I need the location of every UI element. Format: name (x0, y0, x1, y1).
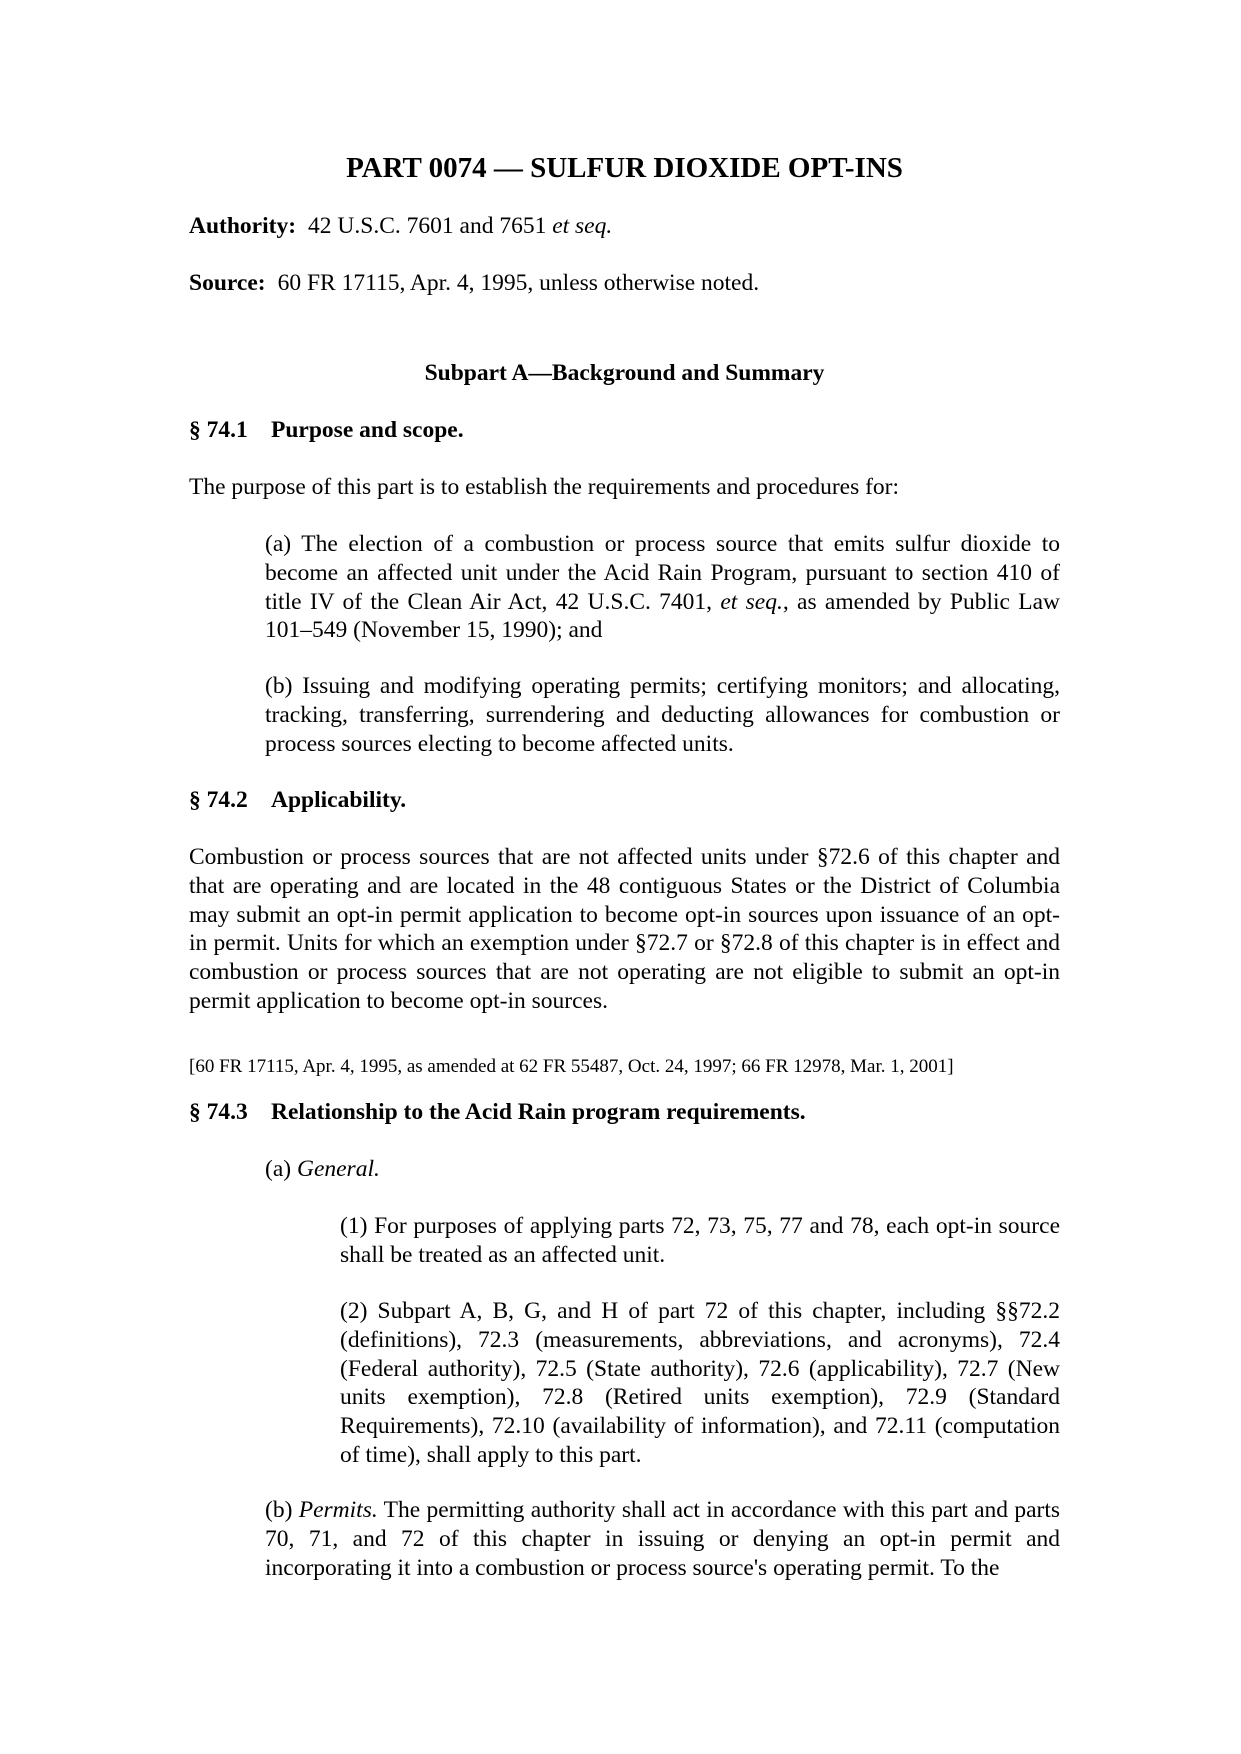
section-heading-74-1 (189, 416, 464, 445)
section-heading-74-2 (189, 786, 406, 815)
para-a-text: (a) The election of a combustion or process source that emits sulfur dioxide to become an affected unit under the Acid Rain Program, pursuant to section 410 of title IV of the Clean Air Act, 42 U.S.C. 7401, (265, 531, 1060, 615)
para-b-text: The permitting authority shall act in accordance with this part and parts 70, 71, and 72 of this chapter in issuing or denying an opt-in permit and incorporating it into a combustion or process source's operating permit. To the (265, 1497, 1061, 1581)
section-title: Relationship to the Acid Rain program requirements. (271, 1099, 806, 1125)
section-74-1-para-b: (b) Issuing and modifying operating permits; certifying monitors; and allocating, tracking, transferring, surrendering and deducting allowances for combustion or process sources electing to become affected units. (265, 673, 1060, 757)
subpart-heading: Subpart A—Background and Summary (424, 360, 825, 386)
authority-line (189, 212, 612, 241)
section-74-3-para-a2: (2) Subpart A, B, G, and H of part 72 of this chapter, including §§72.2 (definitions), 72.3 (measurements, abbreviations, and acronyms), 72.4 (Federal authority), 72.5 (State authority), 72.6 (applicability), 72.7 (New units exemption), 72.8 (Retired units exemption), 72.9 (Standard Requirements), 72.10 (availability of information), and 72.11 (computation of time), shall apply to this part. (340, 1298, 1060, 1468)
para-a-label: (a) (265, 1156, 292, 1182)
source-text: 60 FR 17115, Apr. 4, 1995, unless otherwise noted. (277, 270, 760, 296)
para-a-italic: et seq. (720, 588, 783, 615)
section-number: § 74.2 (189, 787, 248, 813)
section-74-1-intro: The purpose of this part is to establish the requirements and procedures for: (189, 474, 900, 500)
authority-label: Authority: (189, 213, 297, 239)
section-title: Purpose and scope. (271, 417, 464, 443)
authority-italic: et seq. (552, 213, 613, 239)
section-number: § 74.3 (189, 1099, 248, 1125)
para-b-label: (b) (265, 1497, 293, 1523)
section-title: Applicability. (271, 787, 407, 813)
section-74-3-para-b (265, 1496, 1060, 1582)
section-74-3-para-a1: (1) For purposes of applying parts 72, 73, 75, 77 and 78, each opt-in source shall be treated as an affected unit. (340, 1213, 1060, 1268)
para-a-heading: General. (296, 1156, 380, 1182)
section-74-1-para-a (265, 530, 1060, 645)
page-title: PART 0074 — SULFUR DIOXIDE OPT-INS (346, 152, 903, 184)
section-heading-74-3 (189, 1098, 806, 1127)
para-b-heading: Permits. (298, 1497, 378, 1523)
para-a-text-end: , as amended by Public Law 101–549 (November 15, 1990); and (265, 588, 1060, 644)
section-number: § 74.1 (189, 417, 248, 443)
source-line (189, 269, 759, 298)
section-74-2-body: Combustion or process sources that are not affected units under §72.6 of this chapter and that are operating and are located in the 48 contiguous States or the District of Columbia may submit an opt-in permit application to become opt-in sources upon issuance of an opt-in permit. Units for which an exemption under §72.7 or §72.8 of this chapter is in effect and combustion or process sources that are not operating are not eligible to submit an opt-in permit application to become opt-in sources. (189, 844, 1060, 1014)
authority-text: 42 U.S.C. 7601 and 7651 (308, 213, 547, 239)
section-74-3-para-a (265, 1155, 380, 1184)
source-label: Source: (189, 270, 266, 296)
citation-note: [60 FR 17115, Apr. 4, 1995, as amended at 62 FR 55487, Oct. 24, 1997; 66 FR 12978, Mar. 1, 2001] (189, 1056, 954, 1077)
